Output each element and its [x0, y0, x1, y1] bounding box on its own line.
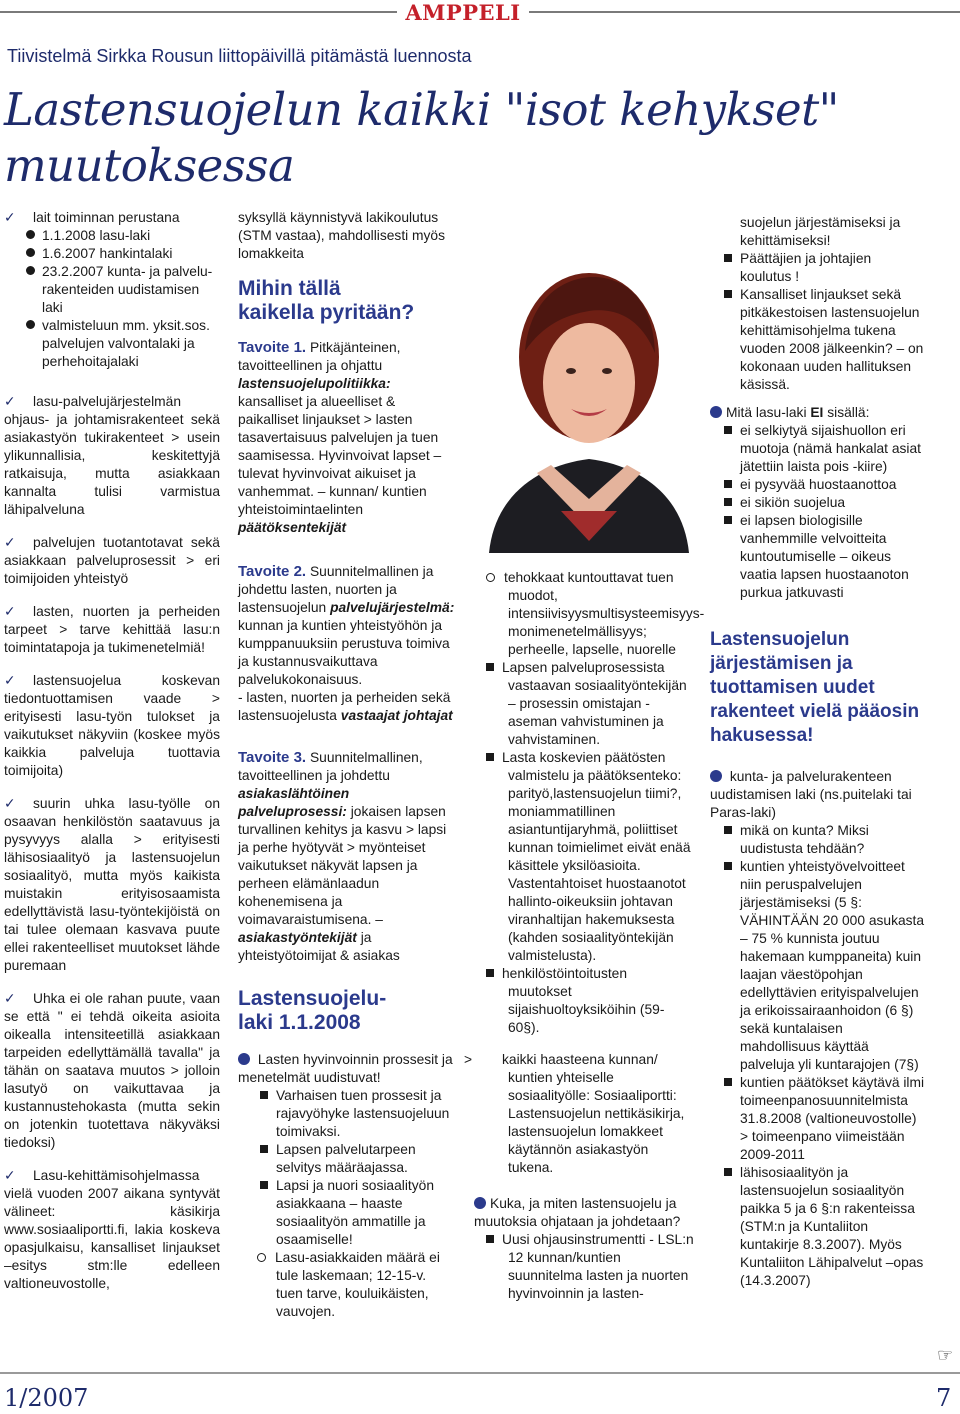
arrow-item: > kaikki haasteena kunnan/ kuntien yhteiselle sosiaalityölle: Sosiaaliportti: Lastensuojelun nettikäsikirja, lastensuojelun lomakkeet käytännön asiakastyön tukena. — [464, 1052, 685, 1175]
goal-1: Tavoite 1. Pitkäjänteinen, tavoitteellinen ja ohjattu lastensuojelupolitiikka: kansalliset ja alueelliset & paikalliset linjaukset > lasten tasavertaisuus palvelujen ja tuen saamisessa. Hyvinvoivat lapset – tulevat hyvinvoivat aikuiset ja vanhemmat. – kunnan/ kuntien yhteistoimintaelinten päätöksentekijät — [238, 339, 442, 535]
bullet-item: 23.2.2007 kunta- ja palvelu- — [4, 263, 220, 281]
header-rule-left — [0, 11, 397, 13]
square-bullet-icon — [260, 1091, 268, 1099]
greater-than-icon: > — [464, 1052, 473, 1067]
header-rule-right — [529, 11, 960, 13]
square-item: Lasta koskevien päätösten valmistelu ja päätöksenteko: parityö,lastensuojelun tiimi?, moniammatillinen asiantuntijaryhmä, poliittiset kunnan toimielimet eivät enää käsittele yksilöasioita. Vastentahtoiset huostaanotot hallinto-oikeuksiin johtavan viranhaltijan hakemuksesta (kahden sosiaalityöntekijän valmistelusta). — [486, 749, 694, 965]
square-item: kuntien päätökset käytävä ilmi toimeenpanosuunnitelmista 31.8.2008 (valtioneuvostolle) > toimeenpano viimeistään 2009-2011 — [710, 1074, 926, 1164]
bullet-cont: perhehoitajalaki — [42, 354, 139, 369]
bullet-cont: rakenteiden uudistamisen — [42, 282, 200, 297]
square-bullet-icon — [486, 663, 494, 671]
square-bullet-icon — [486, 969, 494, 977]
section-heading: Lastensuojelun järjestämisen ja tuottamisen uudet rakenteet vielä pääosin hakusessa! — [710, 629, 920, 746]
bullet-icon — [474, 1197, 486, 1209]
square-item: Lapsen palvelutarpeen selvitys määräajassa. — [238, 1141, 456, 1177]
section-heading: Mihin tällä kaikella pyritään? — [238, 277, 415, 324]
square-item: ei pysyvää huostaanottoa — [710, 476, 926, 494]
check-item: ✓ Uhka ei ole rahan puute, vaan se että " ei tehdä oikeita asioita oikealla intensiteetillä asiakkaan tarpeiden edellyttämällä tavalla" ja tähän on saatava muutos > jolloin lasutyö on vaikuttavaa ja kustannustehokasta (mutta sekin on jotenkin tuotettava näkyväksi tiedoksi) — [4, 991, 220, 1150]
bullet-cont: palvelujen valvontalaki ja — [42, 336, 195, 351]
square-bullet-icon — [724, 862, 732, 870]
checkmark-icon: ✓ — [4, 991, 16, 1006]
ring-bullet-icon — [486, 573, 495, 582]
bullet-icon — [26, 230, 35, 239]
column-1 — [4, 209, 220, 1293]
bullet-icon — [710, 770, 722, 782]
goal-2-extra: - lasten, nuorten ja perheiden sekä lastensuojelusta vastaajat johtajat — [238, 690, 453, 723]
square-bullet-icon — [724, 254, 732, 262]
square-bullet-icon — [724, 290, 732, 298]
square-bullet-icon — [724, 1168, 732, 1176]
square-bullet-icon — [724, 826, 732, 834]
square-bullet-icon — [724, 498, 732, 506]
section-heading: Lastensuojelu- laki 1.1.2008 — [238, 987, 387, 1034]
bullet-item: 1.6.2007 hankintalaki — [4, 245, 220, 263]
column-3 — [464, 569, 705, 1303]
ring-item: Lasu-asiakkaiden määrä ei tule laskemaan; 12-15-v. tuen tarve, kouluikäisten, vauvojen. — [238, 1249, 456, 1321]
square-item: Kansalliset linjaukset sekä pitkäkestoisen lastensuojelun kehittämisohjelma tukena vuoden 2008 jälkeenkin? – on kokonaan uuden hallituksen käsissä. — [710, 286, 926, 394]
square-item: lähisosiaalityön ja lastensuojelun sosiaalityön paikka 5 ja 6 §:n rakenteissa (STM:n ja Kuntaliiton kuntakirje 8.3.2007). Myös Kuntaliiton Lähipalvelut –opas (14.3.2007) — [710, 1164, 926, 1290]
bullet-item: valmisteluun mm. yksit.sos. — [4, 317, 220, 335]
issue-number: 1/2007 — [4, 1384, 89, 1412]
checkmark-icon: ✓ — [4, 394, 16, 409]
check-item: ✓ Lasu-kehittämisohjelmassa vielä vuoden 2007 aikana syntyvät välineet: käsikirja www.sosiaaliportti.fi, lakia koskeva opasjulkaisu, kansalliset linjaukset –esitys stm:lle edelleen valtioneuvostolle, — [4, 1168, 220, 1291]
intro-text: syksyllä käynnistyvä lakikoulutus (STM vastaa), mahdollisesti myös lomakkeita — [238, 210, 446, 261]
page-number: 7 — [936, 1384, 952, 1412]
checkmark-icon: ✓ — [4, 210, 16, 225]
check-item: ✓ palvelujen tuotantotavat sekä asiakkaan palveluprosessit > eri toimijoiden yhteistyö — [4, 535, 220, 586]
square-item: mikä on kunta? Miksi uudistusta tehdään? — [710, 822, 926, 858]
checkmark-icon: ✓ — [4, 604, 16, 619]
square-item: Varhaisen tuen prossesit ja rajavyöhyke lastensuojeluun toimivaksi. — [238, 1087, 456, 1141]
square-item: kuntien yhteistyövelvoitteet niin peruspalvelujen järjestämiseksi (5 §: VÄHINTÄÄN 20 000 asukasta – 75 % kunnista joutuu hakemaan kumppaneita) kuin laajan väestöpohjan edellyttävien erityispalvelujen ja erikoissairaanhoidon (6 §) sekä kuntalaisen mahdollisuus käyttää palveluja yli kuntarajojen (7§) — [710, 858, 926, 1074]
lead-item: Lasten hyvinvoinnin prossesit ja menetelmät uudistuvat! — [238, 1052, 453, 1085]
question-item: Mitä lasu-laki EI sisällä: — [710, 404, 926, 422]
square-item: Lapsen palveluprosessista vastaavan sosiaalityöntekijän – prosessin omistajan - aseman vahvistuminen ja vahvistaminen. — [486, 659, 694, 749]
lead-item: kunta- ja palvelurakenteen uudistamisen laki (ns.puitelaki tai Paras-laki) — [710, 769, 912, 820]
square-bullet-icon — [486, 1235, 494, 1243]
square-item: ei selkiytyä sijaishuollon eri muotoja (nämä hankalat asiat jätettiin laista pois -kiire) — [710, 422, 926, 476]
author-photo — [475, 211, 703, 553]
checkmark-icon: ✓ — [4, 1168, 16, 1183]
square-item: henkilöstöintoitusten muutokset sijaishuoltoyksiköihin (59-60§). — [486, 965, 694, 1037]
ring-bullet-icon — [257, 1253, 266, 1262]
footer-rule — [0, 1372, 960, 1374]
column-4 — [710, 214, 926, 1290]
check-item: ✓ lasu-palvelujärjestelmän ohjaus- ja johtamisrakenteet sekä asiakastyön tukirakenteet > usein ylikunnallisia, keskitettyjä ratkaisuja, mutta asiakkaan kannalta tulisi varmistua lähipalveluna — [4, 394, 220, 517]
ring-item: tehokkaat kuntouttavat tuen muodot, intensiivisyysmultisysteemisyys-monimenetelmällisyys; perheelle, lapselle, nuorelle — [486, 569, 694, 659]
square-bullet-icon — [724, 516, 732, 524]
checkmark-icon: ✓ — [4, 535, 16, 550]
bullet-icon — [710, 406, 722, 418]
column-2 — [238, 209, 456, 1321]
check-item: ✓ lastensuojelua koskevan tiedontuottamisen vaade > erityisesti lasu-työn tulokset ja vaikutukset näkyviin (koskee myös kaikkia palveluja tuottavia toimijoita) — [4, 673, 220, 778]
bullet-icon — [26, 320, 35, 329]
square-bullet-icon — [486, 753, 494, 761]
question-item: Kuka, ja miten lastensuojelu ja muutoksia ohjataan ja johdetaan? — [474, 1196, 681, 1229]
check-item: ✓ suurin uhka lasu-työlle on osaavan henkilöstön saatavuus ja pysyvyys alalla > erityisesti lähisosiaalityö ja lastensuojelun sosiaalityö, mutta myös kaikista muistakin erityisosaamista edellyttävistä lasu-työntekijöistä on tai tulee olemaan kasvava puute ellei rakenteelliset muutokset lähde puremaan — [4, 796, 220, 973]
portrait-illustration — [475, 211, 703, 553]
square-item: Uusi ohjausinstrumentti - LSL:n 12 kunnan/kuntien suunnitelma lasten ja nuorten hyvinvoinnin ja lasten- — [486, 1231, 694, 1303]
bullet-icon — [238, 1053, 250, 1065]
article-kicker: Tiivistelmä Sirkka Rousun liittopäivillä pitämästä luennosta — [7, 46, 472, 66]
check-item: ✓ lait toiminnan perustana — [4, 210, 180, 225]
square-bullet-icon — [260, 1181, 268, 1189]
checkmark-icon: ✓ — [4, 673, 16, 688]
square-bullet-icon — [724, 426, 732, 434]
checkmark-icon: ✓ — [4, 796, 16, 811]
square-bullet-icon — [260, 1145, 268, 1153]
goal-3: Tavoite 3. Suunnitelmallinen, tavoitteellinen ja johdettu asiakaslähtöinen palveluprosessi: jokaisen lapsen turvallinen kehitys ja kasvu > lapsi ja perhe hyötyvät > myönteiset vaikutukset näkyvät lapsen ja perheen elämänlaadun kohenemisena ja voimavaraistumisena. – asiakastyöntekijät ja yhteistyötoimijat & asiakas — [238, 749, 447, 963]
check-item: ✓ lasten, nuorten ja perheiden tarpeet > tarve kehittää lasu:n toimintatapoja ja tukimenetelmiä! — [4, 604, 220, 655]
brand-logo: AMPPELI — [405, 0, 521, 25]
square-item: ei lapsen biologisille vanhemmille velvoitteita kuntoutumiselle – oikeus vaatia lapsen huostaanoton purkua jatkuvasti — [710, 512, 926, 602]
bullet-cont: laki — [42, 300, 63, 315]
square-bullet-icon — [724, 480, 732, 488]
goal-2: Tavoite 2. Suunnitelmallinen ja johdettu lasten, nuorten ja lastensuojelun palvelujärjestelmä: kunnan ja kuntien yhteistyöhön ja kumppanuuksiin perustuva toimiva ja kustannusvaikuttava palvelukokonaisuus. — [238, 563, 455, 687]
bullet-icon — [26, 266, 35, 275]
square-item: Päättäjien ja johtajien koulutus ! — [710, 250, 926, 286]
article-title: Lastensuojelun kaikki "isot kehykset" muutoksessa — [4, 83, 839, 192]
square-item: ei sikiön suojelua — [710, 494, 926, 512]
bullet-item: 1.1.2008 lasu-laki — [4, 227, 220, 245]
continued-text: suojelun järjestämiseksi ja kehittämiseksi! — [740, 215, 901, 248]
pointing-hand-icon: ☞ — [937, 1345, 954, 1365]
square-bullet-icon — [724, 1078, 732, 1086]
square-item: Lapsi ja nuori sosiaalityön asiakkaana – haaste sosiaalityön ammatille ja osaamiselle! — [238, 1177, 456, 1249]
bullet-icon — [26, 248, 35, 257]
